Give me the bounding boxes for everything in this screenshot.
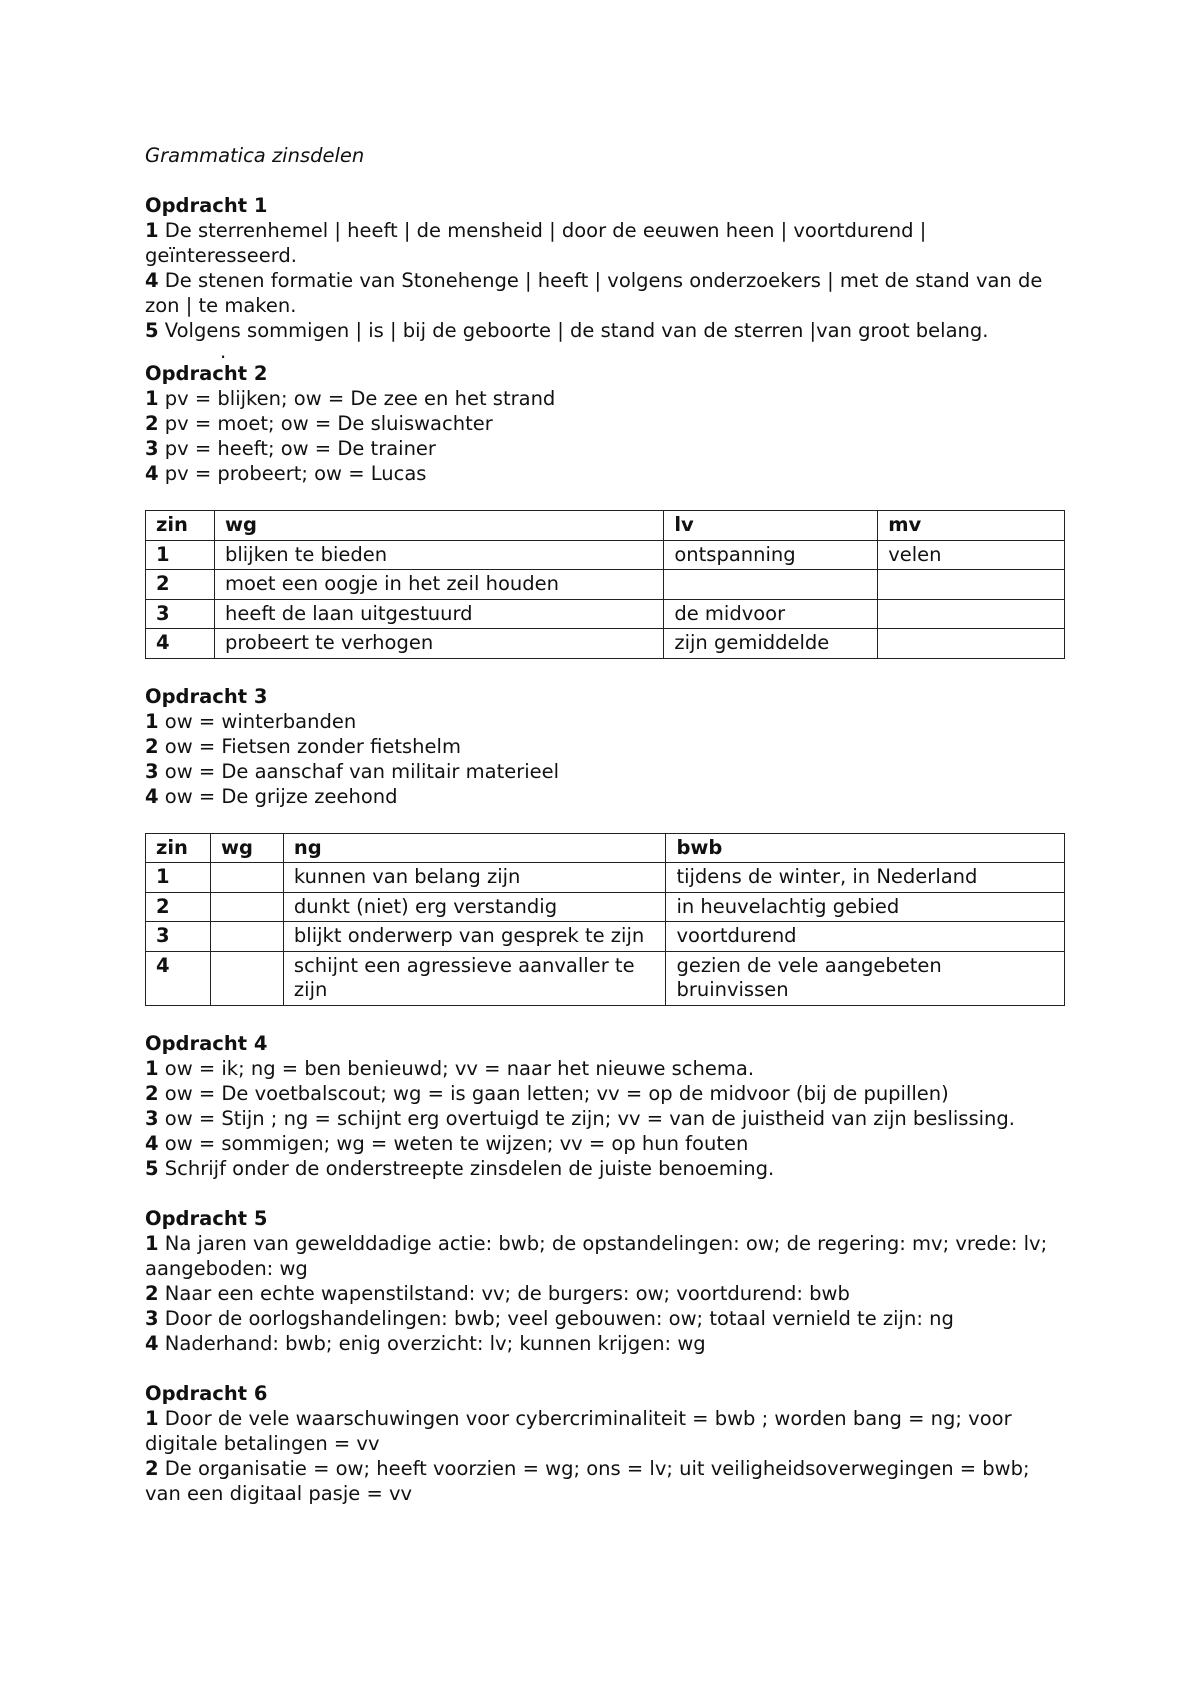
list-item: [145, 1231, 1065, 1281]
list-item: [145, 218, 1065, 268]
item-text: pv = moet; ow = De sluiswachter: [158, 412, 493, 435]
table-row: [146, 892, 1065, 922]
column-header: mv: [878, 511, 1065, 541]
item-text: De sterrenhemel | heeft | de mensheid | door de eeuwen heen | voortdurend | geïnteresseerd.: [145, 219, 927, 267]
list-item: [145, 411, 1065, 436]
column-header: wg: [210, 833, 283, 863]
item-number: 4: [145, 462, 159, 485]
item-number: 4: [145, 784, 159, 808]
table-cell: [878, 570, 1065, 600]
table-cell: 2: [146, 892, 211, 922]
table-cell: 2: [146, 570, 215, 600]
table-cell: 4: [146, 951, 211, 1005]
item-text: pv = probeert; ow = Lucas: [158, 462, 427, 485]
table-row: [146, 629, 1065, 659]
opdracht-2-heading: Opdracht 2: [145, 362, 268, 385]
table-row: [146, 863, 1065, 893]
item-text: ow = winterbanden: [158, 709, 357, 733]
item-number: 1: [145, 1406, 159, 1430]
table-cell: in heuvelachtig gebied: [666, 892, 1065, 922]
list-item: [145, 734, 1065, 759]
table-cell: probeert te verhogen: [214, 629, 663, 659]
item-number: 1: [145, 219, 159, 242]
table-cell: [210, 922, 283, 952]
list-item: [145, 784, 1065, 809]
table-cell: 4: [146, 629, 215, 659]
list-item: [145, 1406, 1065, 1456]
table-row: [146, 922, 1065, 952]
item-text: ow = De voetbalscout; wg = is gaan letten; vv = op de midvoor (bij de pupillen): [158, 1081, 949, 1105]
item-text: Naar een echte wapenstilstand: vv; de burgers: ow; voortdurend: bwb: [158, 1281, 850, 1305]
item-number: 2: [145, 1456, 159, 1480]
table-cell: ontspanning: [664, 540, 878, 570]
list-item: [145, 759, 1065, 784]
item-text: De stenen formatie van Stonehenge | heeft | volgens onderzoekers | met de stand van de zon | te maken.: [145, 269, 1043, 317]
opdracht-5-section: [145, 1206, 1065, 1356]
table-cell: tijdens de winter, in Nederland: [666, 863, 1065, 893]
table-cell: gezien de vele aangebeten bruinvissen: [666, 951, 1065, 1005]
item-number: 4: [145, 1331, 159, 1355]
opdracht-2-table: [145, 510, 1065, 659]
table-row: [146, 540, 1065, 570]
table-cell: [210, 892, 283, 922]
list-item: [145, 436, 1065, 461]
opdracht-3-heading: Opdracht 3: [145, 684, 268, 708]
opdracht-2-section: [145, 361, 1065, 659]
document-title: Grammatica zinsdelen: [145, 144, 365, 167]
item-number: 3: [145, 437, 159, 460]
item-text: Na jaren van gewelddadige actie: bwb; de opstandelingen: ow; de regering: mv; vrede: lv; aangeboden: wg: [145, 1231, 1048, 1280]
table-cell: heeft de laan uitgestuurd: [214, 599, 663, 629]
item-number: 2: [145, 1281, 159, 1305]
list-item: [145, 1056, 1065, 1081]
item-number: 4: [145, 1131, 159, 1155]
table-cell: blijken te bieden: [214, 540, 663, 570]
opdracht-6-section: [145, 1381, 1065, 1506]
list-item: [145, 1156, 1065, 1181]
list-item: [145, 318, 1065, 343]
table-row: [146, 599, 1065, 629]
item-text: ow = De grijze zeehond: [158, 784, 398, 808]
item-number: 5: [145, 319, 159, 342]
table-cell: [878, 629, 1065, 659]
item-number: 4: [145, 269, 159, 292]
item-number: 1: [145, 709, 159, 733]
item-text: Schrijf onder de onderstreepte zinsdelen de juiste benoeming.: [158, 1156, 775, 1180]
opdracht-6-heading: Opdracht 6: [145, 1381, 268, 1405]
item-text: Door de vele waarschuwingen voor cybercriminaliteit = bwb ; worden bang = ng; voor digitale betalingen = vv: [145, 1406, 1012, 1455]
list-item: [145, 709, 1065, 734]
table-cell: [878, 599, 1065, 629]
table-cell: 3: [146, 599, 215, 629]
table-row: [146, 570, 1065, 600]
table-cell: 3: [146, 922, 211, 952]
table-cell: de midvoor: [664, 599, 878, 629]
document-page: [145, 143, 1065, 1531]
list-item: [145, 1456, 1065, 1506]
list-item: [145, 1331, 1065, 1356]
opdracht-3-table: [145, 833, 1065, 1006]
item-number: 2: [145, 412, 159, 435]
opdracht-3-section: [145, 684, 1065, 1006]
column-header: ng: [283, 833, 666, 863]
list-item: [145, 461, 1065, 486]
table-cell: kunnen van belang zijn: [283, 863, 666, 893]
table-header-row: [146, 833, 1065, 863]
table-cell: 1: [146, 863, 211, 893]
item-number: 2: [145, 1081, 159, 1105]
list-item: [145, 1106, 1065, 1131]
trailing-dot: .: [220, 340, 227, 363]
table-cell: voortdurend: [666, 922, 1065, 952]
item-text: ow = sommigen; wg = weten te wijzen; vv = op hun fouten: [158, 1131, 749, 1155]
item-text: Door de oorlogshandelingen: bwb; veel gebouwen: ow; totaal vernield te zijn: ng: [158, 1306, 954, 1330]
table-cell: blijkt onderwerp van gesprek te zijn: [283, 922, 666, 952]
item-number: 3: [145, 759, 159, 783]
item-number: 2: [145, 734, 159, 758]
item-number: 1: [145, 1056, 159, 1080]
table-cell: velen: [878, 540, 1065, 570]
table-cell: [210, 863, 283, 893]
list-item: [145, 1281, 1065, 1306]
item-text: ow = Fietsen zonder fietshelm: [158, 734, 461, 758]
item-text: Naderhand: bwb; enig overzicht: lv; kunnen krijgen: wg: [158, 1331, 706, 1355]
item-text: ow = De aanschaf van militair materieel: [158, 759, 560, 783]
opdracht-4-heading: Opdracht 4: [145, 1031, 268, 1055]
item-text: ow = ik; ng = ben benieuwd; vv = naar het nieuwe schema.: [158, 1056, 755, 1080]
item-text: Volgens sommigen | is | bij de geboorte | de stand van de sterren |van groot belang.: [158, 319, 989, 342]
table-cell: 1: [146, 540, 215, 570]
list-item: [145, 1306, 1065, 1331]
item-text: ow = Stijn ; ng = schijnt erg overtuigd te zijn; vv = van de juistheid van zijn beslissing.: [158, 1106, 1015, 1130]
opdracht-1-heading: Opdracht 1: [145, 194, 268, 217]
table-row: [146, 951, 1065, 1005]
item-number: 5: [145, 1156, 159, 1180]
table-cell: [210, 951, 283, 1005]
column-header: wg: [214, 511, 663, 541]
list-item: [145, 386, 1065, 411]
item-text: pv = blijken; ow = De zee en het strand: [158, 387, 556, 410]
item-text: pv = heeft; ow = De trainer: [158, 437, 436, 460]
column-header: lv: [664, 511, 878, 541]
item-number: 1: [145, 387, 159, 410]
table-cell: [664, 570, 878, 600]
list-item: [145, 1081, 1065, 1106]
table-header-row: [146, 511, 1065, 541]
item-number: 3: [145, 1106, 159, 1130]
table-cell: dunkt (niet) erg verstandig: [283, 892, 666, 922]
column-header: zin: [146, 833, 211, 863]
item-text: De organisatie = ow; heeft voorzien = wg; ons = lv; uit veiligheidsoverwegingen = bwb; van een digitaal pasje = vv: [145, 1456, 1030, 1505]
table-cell: schijnt een agressieve aanvaller te zijn: [283, 951, 666, 1005]
item-number: 3: [145, 1306, 159, 1330]
table-cell: moet een oogje in het zeil houden: [214, 570, 663, 600]
opdracht-4-section: [145, 1031, 1065, 1181]
column-header: zin: [146, 511, 215, 541]
item-number: 1: [145, 1231, 159, 1255]
column-header: bwb: [666, 833, 1065, 863]
list-item: [145, 1131, 1065, 1156]
table-cell: zijn gemiddelde: [664, 629, 878, 659]
opdracht-5-heading: Opdracht 5: [145, 1206, 268, 1230]
list-item: [145, 268, 1065, 318]
opdracht-1-section: [145, 193, 1065, 361]
